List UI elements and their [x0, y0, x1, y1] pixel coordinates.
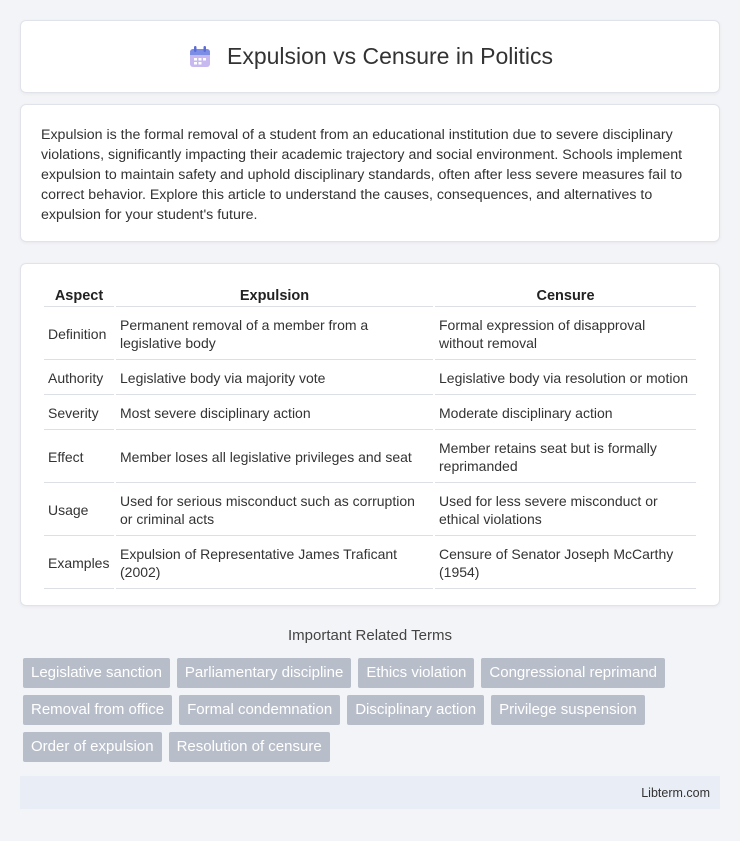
related-terms-list [20, 658, 720, 762]
row-aspect: Usage [44, 485, 114, 536]
table-row [44, 309, 696, 360]
row-expulsion: Used for serious misconduct such as corruption or criminal acts [116, 485, 433, 536]
calendar-icon [187, 44, 213, 70]
row-expulsion: Permanent removal of a member from a legislative body [116, 309, 433, 360]
related-terms-heading: Important Related Terms [288, 627, 452, 644]
term-tag[interactable]: Formal condemnation [179, 695, 340, 725]
table-row [44, 362, 696, 395]
header-expulsion: Expulsion [116, 286, 433, 307]
row-expulsion: Legislative body via majority vote [116, 362, 433, 395]
term-tag[interactable]: Order of expulsion [23, 732, 162, 762]
table-row [44, 397, 696, 430]
table-row [44, 538, 696, 589]
term-tag[interactable]: Legislative sanction [23, 658, 170, 688]
row-aspect: Effect [44, 432, 114, 483]
term-tag[interactable]: Disciplinary action [347, 695, 484, 725]
footer-site-link[interactable]: Libterm.com [641, 785, 710, 800]
intro-text: Expulsion is the formal removal of a student from an educational institution due to severe disciplinary violations, significantly impacting their academic trajectory and social environment. Schools implement expulsion to maintain safety and uphold disciplinary standards, often after less severe measures fail to correct behavior. Explore this article to understand the causes, consequences, and alternatives to expulsion for your student's future. [41, 127, 683, 223]
comparison-table [42, 284, 698, 591]
row-censure: Legislative body via resolution or motion [435, 362, 696, 395]
term-tag[interactable]: Ethics violation [358, 658, 474, 688]
footer [20, 776, 720, 809]
term-tag[interactable]: Privilege suspension [491, 695, 645, 725]
term-tag[interactable]: Resolution of censure [169, 732, 330, 762]
row-censure: Moderate disciplinary action [435, 397, 696, 430]
header-aspect: Aspect [44, 286, 114, 307]
row-expulsion: Expulsion of Representative James Traficant (2002) [116, 538, 433, 589]
term-tag[interactable]: Parliamentary discipline [177, 658, 351, 688]
row-aspect: Definition [44, 309, 114, 360]
table-row [44, 485, 696, 536]
page-title: Expulsion vs Censure in Politics [227, 43, 553, 69]
intro-card [20, 104, 720, 242]
row-expulsion: Member loses all legislative privileges and seat [116, 432, 433, 483]
header-censure: Censure [435, 286, 696, 307]
row-censure: Censure of Senator Joseph McCarthy (1954) [435, 538, 696, 589]
term-tag[interactable]: Congressional reprimand [481, 658, 665, 688]
related-terms-section [20, 627, 720, 762]
row-aspect: Examples [44, 538, 114, 589]
row-aspect: Severity [44, 397, 114, 430]
table-row [44, 432, 696, 483]
title-card [20, 20, 720, 93]
row-aspect: Authority [44, 362, 114, 395]
row-censure: Member retains seat but is formally reprimanded [435, 432, 696, 483]
table-header-row [44, 286, 696, 307]
row-censure: Formal expression of disapproval without removal [435, 309, 696, 360]
term-tag[interactable]: Removal from office [23, 695, 172, 725]
row-expulsion: Most severe disciplinary action [116, 397, 433, 430]
comparison-table-card [20, 263, 720, 606]
row-censure: Used for less severe misconduct or ethical violations [435, 485, 696, 536]
